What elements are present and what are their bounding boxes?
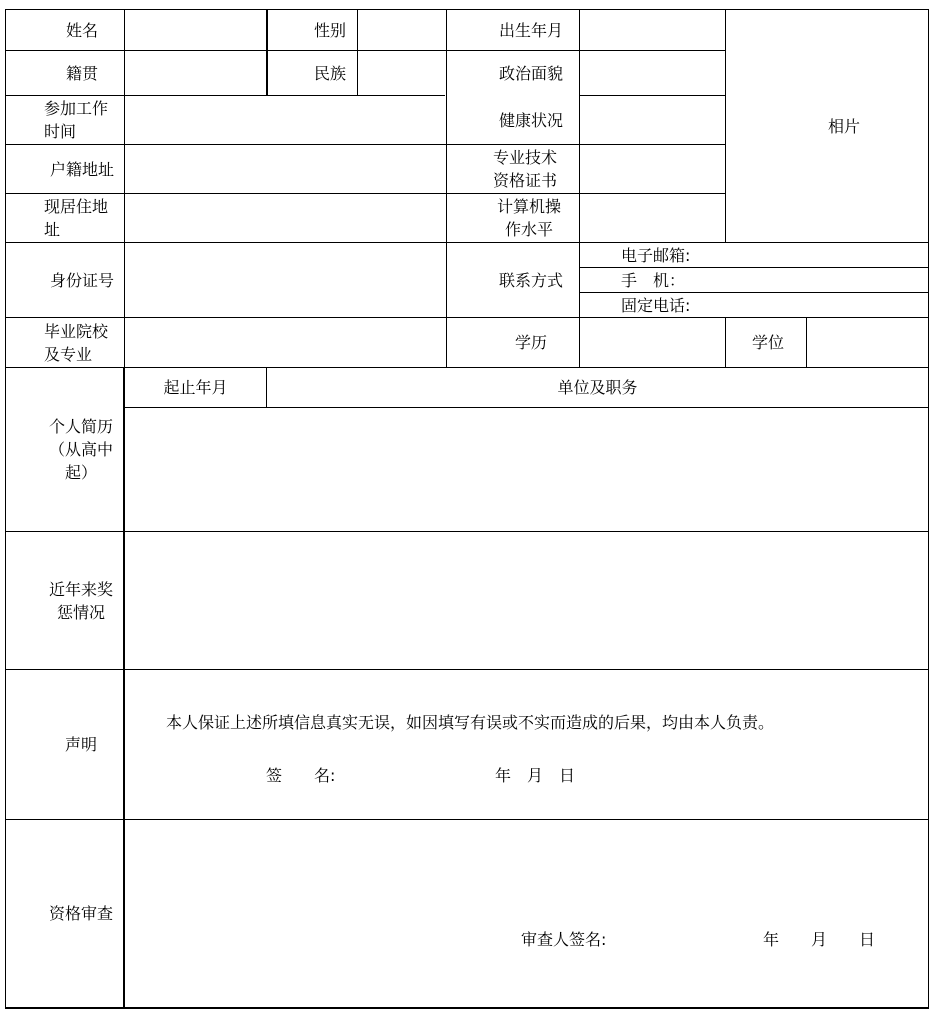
review-date: 年 月 日 xyxy=(763,929,876,949)
grid-line xyxy=(579,9,580,367)
grid-line xyxy=(5,50,725,51)
computer-level-label: 计算机操作水平 xyxy=(496,197,561,239)
health-label: 健康状况 xyxy=(498,110,563,130)
gender-label: 性别 xyxy=(313,20,346,40)
grid-line xyxy=(806,317,807,367)
reviewer-signature-label: 审查人签名: xyxy=(521,929,607,949)
qualification-review-label: 资格审查 xyxy=(48,904,113,923)
grid-line xyxy=(725,317,726,367)
household-address-label: 户籍地址 xyxy=(49,159,114,179)
grid-line xyxy=(124,9,125,367)
degree-label: 学位 xyxy=(751,333,784,352)
id-number-label: 身份证号 xyxy=(49,270,114,290)
grid-line xyxy=(5,531,929,532)
political-status-label: 政治面貌 xyxy=(498,63,563,83)
grid-line xyxy=(725,9,726,242)
grid-line xyxy=(5,1007,929,1009)
birth-label: 出生年月 xyxy=(498,20,563,40)
name-label: 姓名 xyxy=(65,20,98,40)
professional-cert-label: 专业技术资格证书 xyxy=(492,148,557,190)
grid-line xyxy=(124,407,929,408)
current-address-label: 现居住地址 xyxy=(44,197,109,239)
ethnicity-label: 民族 xyxy=(313,63,346,83)
grid-line xyxy=(928,9,929,1009)
resume-unit-header: 单位及职务 xyxy=(557,378,638,397)
contact-label: 联系方式 xyxy=(498,270,563,290)
email-label: 电子邮箱: xyxy=(621,245,691,265)
school-major-label: 毕业院校及专业 xyxy=(44,321,109,364)
declaration-label: 声明 xyxy=(64,735,97,754)
signature-label: 签 名: xyxy=(266,765,336,785)
grid-line xyxy=(357,9,358,95)
grid-line xyxy=(123,367,125,1009)
resume-period-header: 起止年月 xyxy=(163,378,228,397)
mobile-label: 手 机： xyxy=(621,270,686,290)
resume-label: 个人简历（从高中起） xyxy=(48,417,113,482)
landline-label: 固定电话: xyxy=(621,295,691,315)
native-place-label: 籍贯 xyxy=(65,63,98,83)
declaration-text: 本人保证上述所填信息真实无误，如因填写有误或不实而造成的后果，均由本人负责。 xyxy=(166,712,775,732)
grid-line xyxy=(579,95,725,96)
grid-line xyxy=(5,669,929,670)
photo-label: 相片 xyxy=(827,116,860,136)
declaration-date: 年 月 日 xyxy=(495,765,576,785)
education-label: 学历 xyxy=(514,333,547,352)
work-start-label: 参加工作时间 xyxy=(44,99,109,141)
awards-label: 近年来奖惩情况 xyxy=(48,579,113,622)
grid-line xyxy=(5,819,929,820)
